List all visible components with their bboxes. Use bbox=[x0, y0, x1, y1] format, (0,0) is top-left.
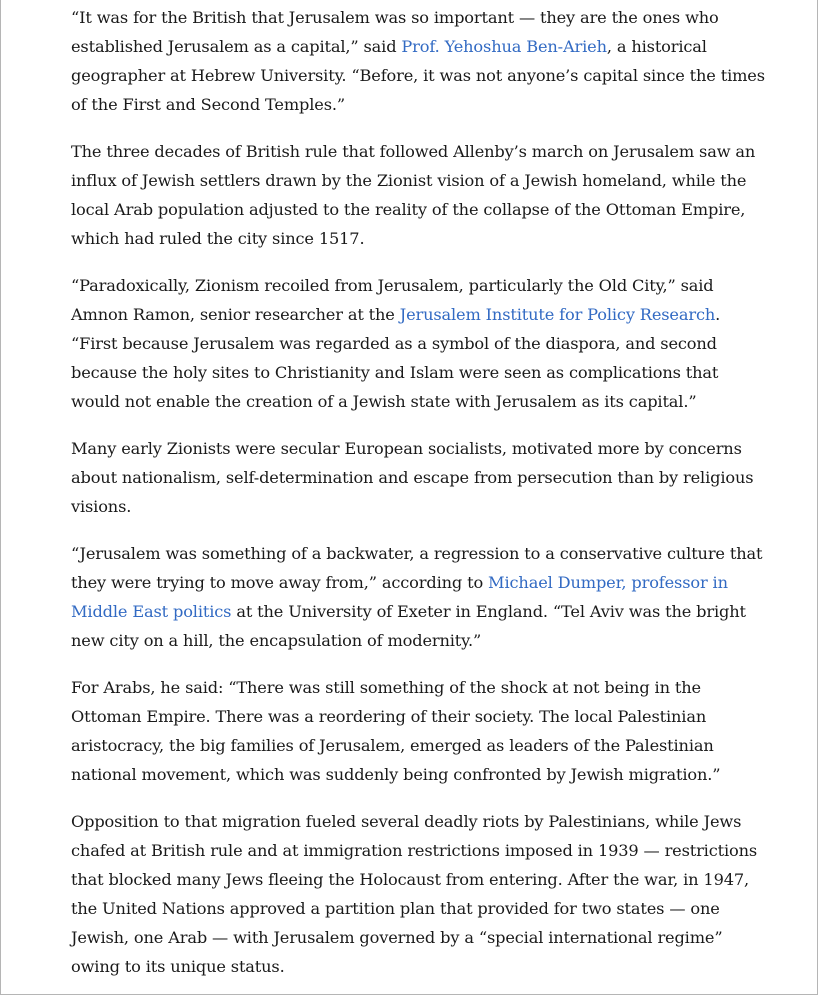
paragraph-4: Many early Zionists were secular European socialists, motivated more by concerns about nationalism, self-determination and escape from persecution than by religious visions. bbox=[71, 439, 754, 516]
paragraph-3 bbox=[71, 271, 771, 416]
paragraph-3-text-before: “Paradoxically, Zionism recoiled from Jerusalem, particularly the Old City,” said Amnon Ramon, senior researcher at the bbox=[71, 276, 714, 324]
link-jerusalem-institute[interactable]: Jerusalem Institute for Policy Research bbox=[399, 305, 716, 324]
paragraph-1-text-before: “It was for the British that Jerusalem was so important — they are the ones who established Jerusalem as a capital,” said bbox=[71, 8, 719, 56]
link-yehoshua-ben-arieh[interactable]: Prof. Yehoshua Ben-Arieh bbox=[401, 37, 607, 56]
paragraph-6: For Arabs, he said: “There was still something of the shock at not being in the Ottoman Empire. There was a reordering of their society. The local Palestinian aristocracy, the big families of Jerusalem, emerged as leaders of the Palestinian national movement, which was suddenly being confronted by Jewish migration.” bbox=[71, 678, 721, 784]
paragraph-1 bbox=[71, 3, 771, 119]
article-body bbox=[71, 3, 771, 999]
paragraph-5-text-after: at the University of Exeter in England. “Tel Aviv was the bright new city on a hill, the encapsulation of modernity.” bbox=[71, 602, 746, 650]
paragraph-7: Opposition to that migration fueled several deadly riots by Palestinians, while Jews chafed at British rule and at immigration restrictions imposed in 1939 — restrictions that blocked many Jews fleeing the Holocaust from entering. After the war, in 1947, the United Nations approved a partition plan that provided for two states — one Jewish, one Arab — with Jerusalem governed by a “special international regime” owing to its unique status. bbox=[71, 812, 758, 976]
paragraph-3-text-after: . “First because Jerusalem was regarded as a symbol of the diaspora, and second because the holy sites to Christianity and Islam were seen as complications that would not enable the creation of a Jewish state with Jerusalem as its capital.” bbox=[71, 305, 721, 411]
paragraph-2: The three decades of British rule that followed Allenby’s march on Jerusalem saw an influx of Jewish settlers drawn by the Zionist vision of a Jewish homeland, while the local Arab population adjusted to the reality of the collapse of the Ottoman Empire, which had ruled the city since 1517. bbox=[71, 142, 756, 248]
paragraph-1-text-after: , a historical geographer at Hebrew University. “Before, it was not anyone’s capital since the times of the First and Second Temples.” bbox=[71, 37, 765, 114]
paragraph-5-text-before: “Jerusalem was something of a backwater, a regression to a conservative culture that they were trying to move away from,” according to bbox=[71, 544, 763, 592]
paragraph-5 bbox=[71, 539, 771, 655]
link-michael-dumper[interactable]: Michael Dumper, professor in Middle East politics bbox=[71, 573, 728, 621]
